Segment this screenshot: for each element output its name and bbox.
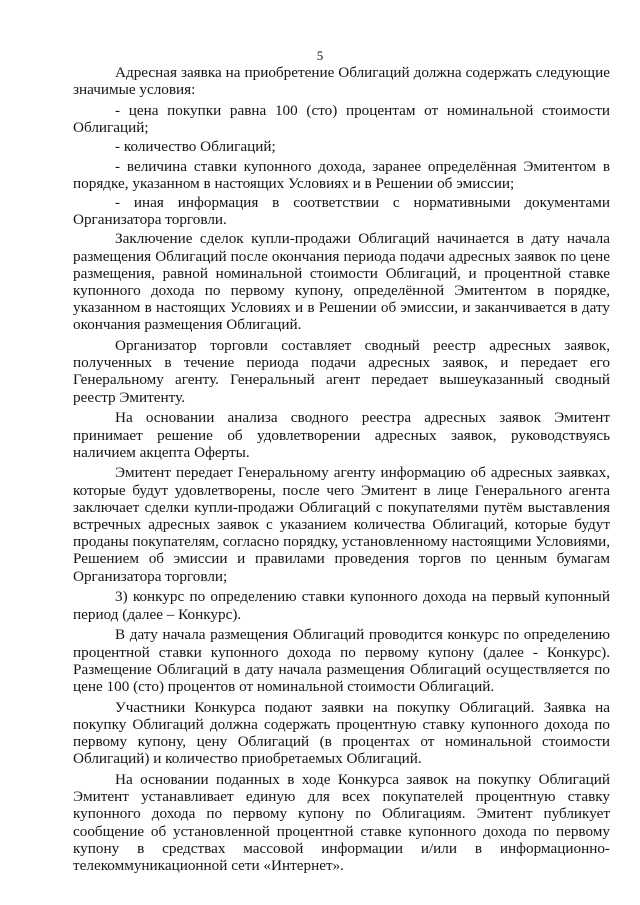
list-item-other-info: - иная информация в соответствии с нормативными документами Организатора торговли.: [73, 193, 610, 229]
paragraph-agent-transfer: Эмитент передает Генеральному агенту информацию об адресных заявках, которые будут удовлетворены, после чего Эмитент в лице Генерального агента заключает сделки купли-продажи Облигаций с покупателями путём выставления встречных адресных заявок с указанием количества Облигаций, которые будут проданы покупателям, согласно порядку, установленному настоящими Условиями, Решением об эмиссии и правилами проведения торгов по ценным бумагам Организатора торговли;: [73, 464, 610, 585]
paragraph-issuer-decision: На основании анализа сводного реестра адресных заявок Эмитент принимает решение об удовлетворении адресных заявок, руководствуясь наличием акцепта Оферты.: [73, 409, 610, 461]
paragraph-contest-participants: Участники Конкурса подают заявки на покупку Облигаций. Заявка на покупку Облигаций должна содержать процентную ставку купонного дохода по первому купону, цену Облигаций (в процентах от номинальной стоимости Облигаций) и количество приобретаемых Облигаций.: [73, 698, 610, 768]
list-item-coupon-rate: - величина ставки купонного дохода, заранее определённая Эмитентом в порядке, указанном в настоящих Условиях и в Решении об эмиссии;: [73, 157, 610, 192]
list-item-price: - цена покупки равна 100 (сто) процентам от номинальной стоимости Облигаций;: [73, 101, 610, 137]
paragraph-deals-start: Заключение сделок купли-продажи Облигаций начинается в дату начала размещения Облигаций после окончания периода подачи адресных заявок по цене размещения, равной номинальной стоимости Облигаций, и процентной ставке купонного дохода по первому купону, определённой Эмитентом в порядке, указанном в настоящих Условиях и в Решении об эмиссии, и заканчивается в дату окончания размещения Облигаций.: [73, 230, 610, 334]
paragraph-rate-publication: На основании поданных в ходе Конкурса заявок на покупку Облигаций Эмитент устанавливает единую для всех покупателей процентную ставку купонного дохода по первому купону по Облигациям. Эмитент публикует сообщение об установленной процентной ставке купонного дохода по первому купону в средствах массовой информации и/или в информационно-телекоммуникационной сети «Интернет».: [73, 770, 610, 874]
document-body: [73, 64, 610, 878]
paragraph-requirements-intro: Адресная заявка на приобретение Облигаций должна содержать следующие значимые условия:: [73, 64, 610, 99]
page-number: 5: [316, 48, 324, 63]
paragraph-contest-heading: 3) конкурс по определению ставки купонного дохода на первый купонный период (далее – Конкурс).: [73, 588, 610, 623]
paragraph-contest-date: В дату начала размещения Облигаций проводится конкурс по определению процентной ставки купонного дохода по первому купону (далее - Конкурс). Размещение Облигаций в дату начала размещения Облигаций осуществляется по цене 100 (сто) процентов от номинальной стоимости Облигаций.: [73, 626, 610, 695]
list-item-quantity: - количество Облигаций;: [115, 138, 276, 156]
paragraph-summary-register: Организатор торговли составляет сводный реестр адресных заявок, полученных в течение периода подачи адресных заявок, и передает его Генеральному агенту. Генеральный агент передает вышеуказанный сводный реестр Эмитенту.: [73, 337, 610, 406]
